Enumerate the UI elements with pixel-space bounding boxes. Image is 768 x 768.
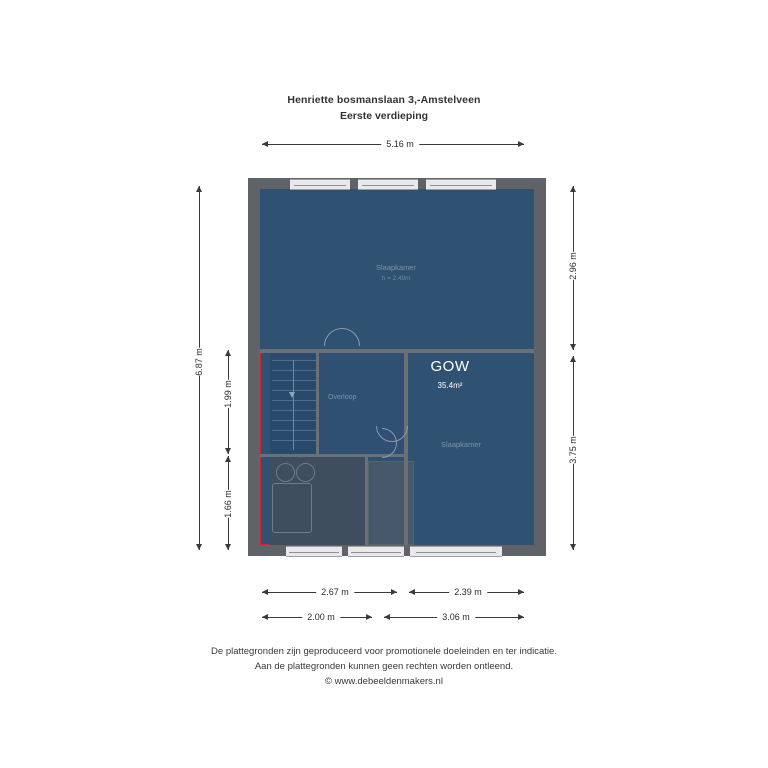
footer-line-3: © www.debeeldenmakers.nl xyxy=(325,676,443,687)
dim-right-upper-arrow-up xyxy=(570,186,576,192)
dim-top-arrow-right xyxy=(518,141,524,147)
page-subtitle: Eerste verdieping xyxy=(339,110,429,122)
footer-disclaimer xyxy=(0,644,768,689)
floor-plan xyxy=(248,178,546,556)
footer-line-1: De plattegronden zijn geproduceerd voor promotionele doeleinden en ter indicatie. xyxy=(211,646,557,657)
interior-wall-vertical-left xyxy=(316,349,319,456)
dim-left-outer-arrow-down xyxy=(196,544,202,550)
window-top-1 xyxy=(290,179,350,190)
dim-b2r-label: 3.06 m xyxy=(437,612,475,622)
dim-left-outer-arrow-up xyxy=(196,186,202,192)
dim-b2l-arrow-left xyxy=(262,614,268,620)
dim-right-upper-arrow-down xyxy=(570,344,576,350)
dim-b1r-arrow-left xyxy=(409,589,415,595)
room-label-bedroom-top: Slaapkamer h = 2.49m xyxy=(375,263,417,282)
dim-b2r-arrow-left xyxy=(384,614,390,620)
dim-b2l-label: 2.00 m xyxy=(302,612,340,622)
dim-left-outer-label: 6.87 m xyxy=(190,348,208,376)
sink-icon xyxy=(276,463,295,482)
dim-b2l-arrow-right xyxy=(366,614,372,620)
dim-b1l-label: 2.67 m xyxy=(316,587,354,597)
toilet-icon xyxy=(296,463,315,482)
window-top-2 xyxy=(358,179,418,190)
dim-left-inner-lower-label: 1.66 m xyxy=(219,490,237,518)
interior-wall-horizontal-main xyxy=(260,349,534,353)
dim-b1r-arrow-right xyxy=(518,589,524,595)
dim-left-inner-upper-arrow-up xyxy=(225,350,231,356)
window-top-3 xyxy=(426,179,496,190)
dim-b1l-arrow-right xyxy=(391,589,397,595)
dim-b1l-arrow-left xyxy=(262,589,268,595)
dim-right-lower-label: 3.75 m xyxy=(564,436,582,464)
dim-top-label: 5.16 m xyxy=(381,139,419,149)
window-bottom-2 xyxy=(348,546,404,557)
page-title: Henriette bosmanslaan 3,-Amstelveen xyxy=(287,94,481,106)
window-bottom-1 xyxy=(286,546,342,557)
room-label-bedroom-bottom: Slaapkamer xyxy=(440,440,482,449)
dim-right-lower-arrow-down xyxy=(570,544,576,550)
bathtub xyxy=(272,483,312,533)
interior-wall-vertical-shower xyxy=(365,457,368,545)
dim-left-inner-upper-arrow-down xyxy=(225,448,231,454)
dim-b2r-arrow-right xyxy=(518,614,524,620)
main-area-label: GOW 35.4m² xyxy=(430,358,470,390)
dim-left-inner-upper-label: 1.99 m xyxy=(219,380,237,408)
dim-top-arrow-left xyxy=(262,141,268,147)
title-block xyxy=(0,94,768,122)
dim-right-lower-arrow-up xyxy=(570,356,576,362)
footer-line-2: Aan de plattegronden kunnen geen rechten worden ontleend. xyxy=(254,661,514,672)
dim-left-inner-lower-arrow-down xyxy=(225,544,231,550)
dim-right-upper-label: 2.96 m xyxy=(564,252,582,280)
dim-b1r-label: 2.39 m xyxy=(449,587,487,597)
window-bottom-3 xyxy=(410,546,502,557)
room-label-landing: Overloop xyxy=(328,394,357,401)
dim-left-inner-lower-arrow-up xyxy=(225,456,231,462)
